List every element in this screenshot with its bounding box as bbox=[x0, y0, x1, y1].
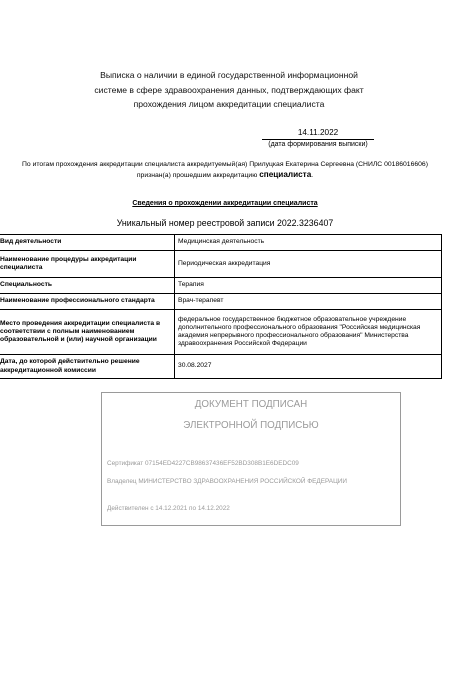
stamp-certificate: Сертификат 07154ED4227CB98637436EF52BD308B1E6DEDC09 bbox=[107, 460, 299, 467]
accreditation-table bbox=[0, 234, 442, 379]
statement-line-1: По итогам прохождения аккредитации специалиста аккредитуемый(ая) Прилуцкая Екатерина Сергеевна (СНИЛС 00186016606) bbox=[22, 161, 428, 168]
formation-date: 14.11.2022 bbox=[262, 127, 374, 140]
title-line: системе в сфере здравоохранения данных, подтверждающих факт bbox=[94, 84, 364, 95]
row-label: Место проведения аккредитации специалиста в соответствии с полным наименованием образовательной и (или) научной организации bbox=[0, 310, 175, 355]
row-label: Дата, до которой действительно решение аккредитационной комиссии bbox=[0, 355, 175, 379]
row-value: Периодическая аккредитация bbox=[175, 251, 442, 278]
statement-specialist: специалиста bbox=[259, 170, 312, 179]
e-signature-stamp bbox=[101, 392, 401, 526]
statement-line-2 bbox=[0, 170, 450, 181]
row-label: Специальность bbox=[0, 278, 175, 294]
stamp-validity: Действителен с 14.12.2021 по 14.12.2022 bbox=[107, 505, 230, 512]
formation-date-block bbox=[262, 127, 374, 150]
row-value: Медицинская деятельность bbox=[175, 235, 442, 251]
title-line: прохождения лицом аккредитации специалиста bbox=[133, 99, 325, 109]
row-value: федеральное государственное бюджетное образовательное учреждение дополнительного профессионального образования "Российская медицинская академия непрерывного профессионального образования" Министерства здравоохранения Российской Федерации bbox=[175, 310, 442, 355]
table-row bbox=[0, 355, 442, 379]
formation-date-caption: (дата формирования выписки) bbox=[268, 141, 368, 148]
row-value: Врач-терапевт bbox=[175, 294, 442, 310]
row-label: Наименование профессионального стандарта bbox=[0, 294, 175, 310]
table-row bbox=[0, 251, 442, 278]
table-row bbox=[0, 310, 442, 355]
row-value: 30.08.2027 bbox=[175, 355, 442, 379]
registry-number: Уникальный номер реестровой записи 2022.3236407 bbox=[116, 218, 334, 228]
statement-prefix: признан(а) прошедшим аккредитацию bbox=[136, 172, 258, 179]
document-title bbox=[40, 68, 418, 112]
table-row bbox=[0, 235, 442, 251]
stamp-owner: Владелец МИНИСТЕРСТВО ЗДРАВООХРАНЕНИЯ РОССИЙСКОЙ ФЕДЕРАЦИИ bbox=[107, 478, 347, 485]
row-label: Вид деятельности bbox=[0, 235, 175, 251]
row-value: Терапия bbox=[175, 278, 442, 294]
title-line: Выписка о наличии в единой государственной информационной bbox=[100, 70, 358, 80]
stamp-heading: ДОКУМЕНТ ПОДПИСАН bbox=[194, 399, 308, 410]
row-label: Наименование процедуры аккредитации специалиста bbox=[0, 251, 175, 278]
statement-suffix: . bbox=[311, 172, 314, 179]
table-row bbox=[0, 278, 442, 294]
table-row bbox=[0, 294, 442, 310]
section-title: Сведения о прохождении аккредитации специалиста bbox=[132, 200, 318, 207]
stamp-subheading: ЭЛЕКТРОННОЙ ПОДПИСЬЮ bbox=[183, 420, 319, 431]
